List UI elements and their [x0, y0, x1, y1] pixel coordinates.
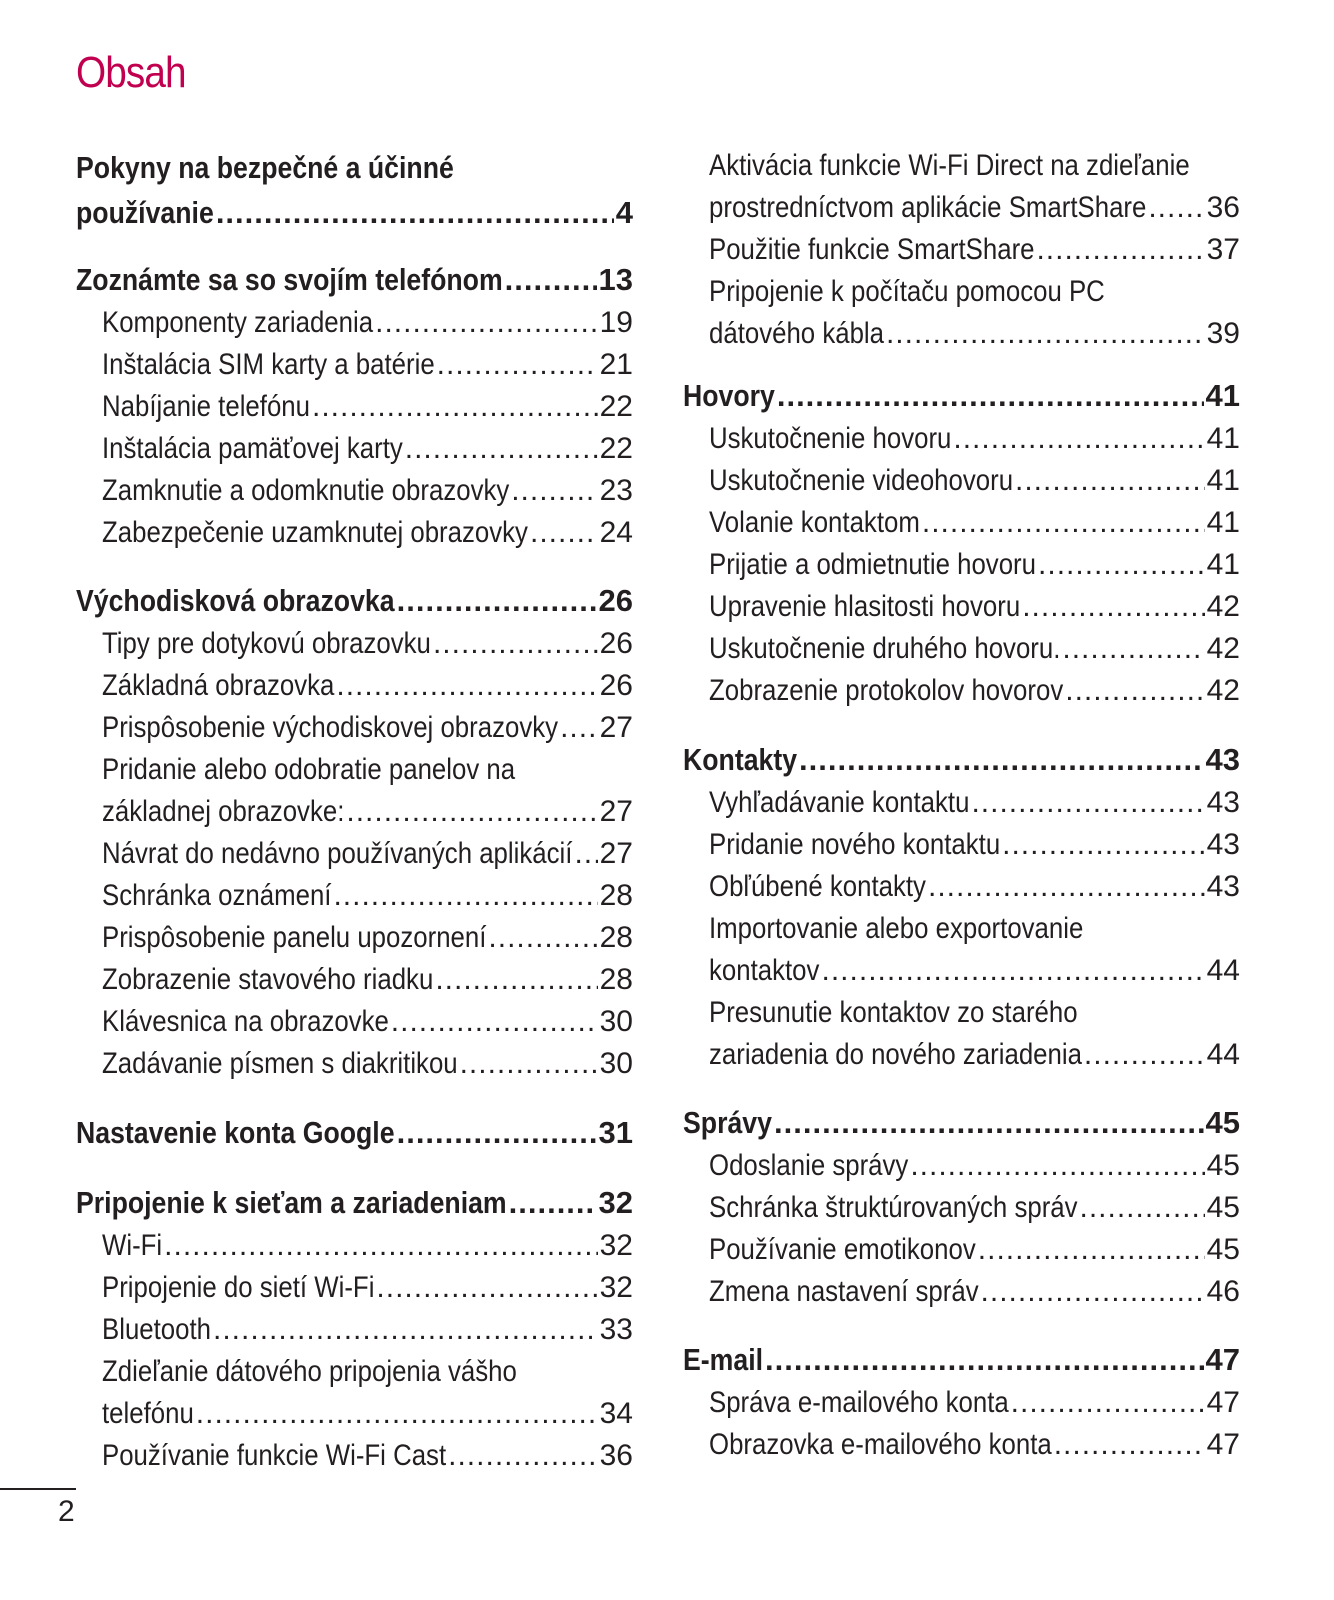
toc-entry[interactable]: [76, 623, 633, 665]
toc-section: [683, 737, 1240, 1076]
toc-entry[interactable]: [76, 749, 633, 833]
toc-page-number: 41: [1206, 422, 1240, 455]
dot-leader: [822, 950, 1205, 992]
toc-page-number: 28: [599, 879, 633, 912]
dot-leader: [397, 1110, 597, 1152]
toc-section: [76, 145, 633, 230]
toc-page-number: 23: [599, 474, 633, 507]
toc-entry-text: Prispôsobenie panelu upozornení: [102, 921, 487, 954]
toc-entry-row: [102, 1043, 633, 1085]
toc-entry-text: Uskutočnenie druhého hovoru.: [709, 632, 1061, 665]
toc-entry-text: Pridanie alebo odobratie panelov na: [102, 753, 516, 786]
toc-entry[interactable]: [683, 1187, 1240, 1229]
toc-entry[interactable]: [76, 707, 633, 749]
dot-leader: [405, 428, 598, 470]
dot-leader: [1065, 670, 1204, 712]
toc-page-number: 28: [599, 963, 633, 996]
toc-entry[interactable]: [76, 1267, 633, 1309]
section-page-number: 32: [598, 1185, 633, 1220]
footer-rule: [0, 1488, 76, 1490]
toc-entry-text: Zobrazenie stavového riadku: [102, 963, 434, 996]
toc-entry-row: [709, 950, 1240, 992]
dot-leader: [560, 707, 598, 749]
toc-entry-text: Zadávanie písmen s diakritikou: [102, 1047, 458, 1080]
section-heading[interactable]: [76, 1180, 633, 1225]
dot-leader: [488, 917, 597, 959]
toc-entry-row: [102, 875, 633, 917]
toc-page-number: 22: [599, 432, 633, 465]
toc-page-number: 43: [1206, 828, 1240, 861]
toc-entry-row: [709, 824, 1240, 866]
toc-page-number: 33: [599, 1313, 633, 1346]
toc-entry-row: [102, 1393, 633, 1435]
toc-entry-text: Použitie funkcie SmartShare: [709, 233, 1035, 266]
toc-section: [76, 578, 633, 1085]
toc-entry-row: [102, 1435, 633, 1477]
toc-entry[interactable]: [683, 628, 1240, 670]
dot-leader: [505, 257, 597, 299]
dot-leader: [574, 833, 597, 875]
dot-leader: [164, 1225, 597, 1267]
section-heading[interactable]: [683, 373, 1240, 418]
toc-entry-row: [102, 917, 633, 959]
section-heading-text: Pripojenie k sieťam a zariadeniam: [76, 1185, 507, 1220]
section-heading-row: [76, 1180, 633, 1222]
toc-entry-text: Základná obrazovka: [102, 669, 335, 702]
toc-entry-row: [102, 623, 633, 665]
toc-entry-text: Zabezpečenie uzamknutej obrazovky: [102, 516, 528, 549]
dot-leader: [530, 512, 598, 554]
toc-entry-row: [102, 1001, 633, 1043]
toc-entry-row: [709, 1382, 1240, 1424]
toc-section: [683, 145, 1240, 355]
dot-leader: [910, 1145, 1204, 1187]
toc-entry[interactable]: [76, 512, 633, 554]
toc-entry[interactable]: [76, 1001, 633, 1043]
toc-page-number: 24: [599, 516, 633, 549]
toc-entry[interactable]: [683, 670, 1240, 712]
dot-leader: [1015, 460, 1205, 502]
section-heading-row: [683, 1100, 1240, 1142]
toc-entry-row: [709, 1424, 1240, 1466]
toc-entry-text: Pripojenie k počítaču pomocou PC: [709, 275, 1105, 308]
toc-page-number: 43: [1206, 870, 1240, 903]
toc-page-number: 45: [1206, 1149, 1240, 1182]
section-heading-text: Správy: [683, 1105, 772, 1140]
section-heading[interactable]: [76, 145, 633, 230]
toc-page-number: 45: [1206, 1191, 1240, 1224]
toc-page-number: 34: [599, 1397, 633, 1430]
toc-entry[interactable]: [76, 302, 633, 344]
section-heading-row: [76, 578, 633, 620]
toc-page-number: 41: [1206, 464, 1240, 497]
toc-entry-text: Inštalácia pamäťovej karty: [102, 432, 403, 465]
dot-leader: [886, 313, 1205, 355]
section-heading-row: [76, 190, 633, 232]
toc-page-number: 32: [599, 1229, 633, 1262]
section-heading[interactable]: [76, 257, 633, 302]
toc-entry-row: [102, 959, 633, 1001]
toc-entry-row: [102, 833, 633, 875]
dot-leader: [511, 470, 597, 512]
section-heading-row: [76, 257, 633, 299]
section-heading[interactable]: [683, 1337, 1240, 1382]
dot-leader: [978, 1229, 1205, 1271]
toc-page-number: 19: [599, 306, 633, 339]
dot-leader: [336, 665, 597, 707]
toc-entry-row: [709, 187, 1240, 229]
dot-leader: [375, 302, 598, 344]
dot-leader: [981, 1271, 1205, 1313]
toc-entry[interactable]: [683, 1382, 1240, 1424]
toc-entry-row: [709, 229, 1240, 271]
toc-entry[interactable]: [683, 782, 1240, 824]
toc-entry-row: [709, 1271, 1240, 1313]
toc-page-number: 43: [1206, 786, 1240, 819]
toc-entry[interactable]: [76, 386, 633, 428]
toc-page-number: 26: [599, 669, 633, 702]
dot-leader: [1084, 1034, 1205, 1076]
dot-leader: [765, 1337, 1204, 1379]
toc-entry[interactable]: [683, 908, 1240, 992]
section-heading-row: [76, 1110, 633, 1152]
toc-page-number: 27: [599, 837, 633, 870]
toc-entry-text: základnej obrazovke:: [102, 795, 345, 828]
toc-entry-row: [102, 428, 633, 470]
dot-leader: [777, 373, 1204, 415]
section-heading-text: Pokyny na bezpečné a účinné: [76, 150, 454, 185]
page-title: Obsah: [76, 48, 186, 97]
toc-entry-row: [709, 628, 1240, 670]
toc-entry-text: Pridanie nového kontaktu: [709, 828, 1001, 861]
section-heading-text: Hovory: [683, 378, 775, 413]
toc-entry-text: Nabíjanie telefónu: [102, 390, 310, 423]
toc-entry-row: [709, 670, 1240, 712]
toc-page-number: 21: [599, 348, 633, 381]
toc-page-number: 26: [599, 627, 633, 660]
toc-entry[interactable]: [76, 1043, 633, 1085]
section-heading-text: Zoznámte sa so svojím telefónom: [76, 262, 503, 297]
toc-page-number: 30: [599, 1047, 633, 1080]
dot-leader: [433, 623, 598, 665]
toc-page-number: 36: [599, 1439, 633, 1472]
toc-entry-row: [709, 1229, 1240, 1271]
toc-entry-text: Bluetooth: [102, 1313, 212, 1346]
toc-entry[interactable]: [683, 271, 1240, 355]
toc-entry[interactable]: [683, 1145, 1240, 1187]
dot-leader: [346, 791, 597, 833]
toc-entry[interactable]: [683, 1229, 1240, 1271]
toc-entry-row: [709, 1034, 1240, 1076]
dot-leader: [1011, 1382, 1205, 1424]
toc-page-number: 44: [1206, 1038, 1240, 1071]
toc-entry[interactable]: [683, 145, 1240, 229]
toc-section: [683, 1100, 1240, 1313]
toc-entry-text: Zobrazenie protokolov hovorov: [709, 674, 1064, 707]
section-heading-text: používanie: [76, 195, 214, 230]
toc-page-number: 44: [1206, 954, 1240, 987]
toc-entry-text: Odoslanie správy: [709, 1149, 909, 1182]
dot-leader: [196, 1393, 598, 1435]
section-heading[interactable]: [76, 578, 633, 623]
toc-entry-text: Presunutie kontaktov zo starého: [709, 996, 1078, 1029]
toc-entry[interactable]: [76, 1225, 633, 1267]
toc-entry-text: Aktivácia funkcie Wi-Fi Direct na zdieľanie: [709, 149, 1190, 182]
dot-leader: [333, 875, 597, 917]
toc-entry-text: Návrat do nedávno používaných aplikácií: [102, 837, 573, 870]
toc-page-number: 32: [599, 1271, 633, 1304]
toc-page-number: 42: [1206, 632, 1240, 665]
section-page-number: 43: [1205, 742, 1240, 777]
toc-entry-text: Zamknutie a odomknutie obrazovky: [102, 474, 510, 507]
toc-entry-row: [102, 791, 633, 833]
toc-entry-text: Schránka štruktúrovaných správ: [709, 1191, 1078, 1224]
toc-page-number: 37: [1206, 233, 1240, 266]
toc-entry-text: Importovanie alebo exportovanie: [709, 912, 1084, 945]
toc-entry[interactable]: [76, 1435, 633, 1477]
dot-leader: [928, 866, 1205, 908]
toc-entry[interactable]: [76, 344, 633, 386]
toc-section: [683, 1337, 1240, 1466]
dot-leader: [953, 418, 1204, 460]
section-heading-text: Východisková obrazovka: [76, 583, 395, 618]
section-page-number: 13: [598, 262, 633, 297]
toc-section: [76, 257, 633, 554]
toc-section: [76, 1110, 633, 1155]
toc-section: [683, 373, 1240, 712]
toc-entry-text: Klávesnica na obrazovke: [102, 1005, 389, 1038]
toc-entry-row: [102, 707, 633, 749]
toc-entry-row: [102, 302, 633, 344]
dot-leader: [397, 578, 597, 620]
dot-leader: [448, 1435, 597, 1477]
toc-page-number: 39: [1206, 317, 1240, 350]
toc-page-number: 45: [1206, 1233, 1240, 1266]
toc-page-number: 36: [1206, 191, 1240, 224]
dot-leader: [437, 344, 598, 386]
toc-entry-text: Uskutočnenie hovoru: [709, 422, 952, 455]
toc-entry[interactable]: [76, 959, 633, 1001]
toc-entry[interactable]: [76, 470, 633, 512]
toc-section: [76, 1180, 633, 1477]
toc-page-number: 30: [599, 1005, 633, 1038]
toc-entry-text: dátového kábla: [709, 317, 885, 350]
toc-entry-row: [102, 665, 633, 707]
toc-page-number: 47: [1206, 1428, 1240, 1461]
toc-entry-text: kontaktov: [709, 954, 820, 987]
dot-leader: [509, 1180, 597, 1222]
toc-entry-text: telefónu: [102, 1397, 194, 1430]
toc-entry-text: Schránka oznámení: [102, 879, 332, 912]
section-heading-row: [683, 1337, 1240, 1379]
toc-page-number: 27: [599, 711, 633, 744]
toc-entry[interactable]: [683, 418, 1240, 460]
toc-entry[interactable]: [76, 917, 633, 959]
toc-entry-text: Prispôsobenie východiskovej obrazovky: [102, 711, 559, 744]
toc-entry[interactable]: [683, 544, 1240, 586]
dot-leader: [1038, 544, 1205, 586]
section-page-number: 26: [598, 583, 633, 618]
toc-entry-text: Obľúbené kontakty: [709, 870, 926, 903]
toc-entry-row: [709, 418, 1240, 460]
section-page-number: 45: [1205, 1105, 1240, 1140]
toc-entry-text: Upravenie hlasitosti hovoru: [709, 590, 1021, 623]
toc-entry-text: zariadenia do nového zariadenia: [709, 1038, 1082, 1071]
toc-entry[interactable]: [683, 866, 1240, 908]
toc-entry-text: Prijatie a odmietnutie hovoru: [709, 548, 1036, 581]
dot-leader: [774, 1100, 1204, 1142]
dot-leader: [922, 502, 1205, 544]
toc-entry-text: Uskutočnenie videohovoru: [709, 464, 1014, 497]
dot-leader: [1002, 824, 1205, 866]
toc-entry[interactable]: [76, 833, 633, 875]
section-heading-text: Nastavenie konta Google: [76, 1115, 395, 1150]
dot-leader: [1062, 628, 1204, 670]
toc-entry-text: Zdieľanie dátového pripojenia vášho: [102, 1355, 517, 1388]
toc-entry-text: Pripojenie do sietí Wi-Fi: [102, 1271, 375, 1304]
dot-leader: [391, 1001, 598, 1043]
dot-leader: [1054, 1424, 1205, 1466]
toc-entry-row: [709, 782, 1240, 824]
dot-leader: [376, 1267, 597, 1309]
toc-entry-text: Používanie funkcie Wi-Fi Cast: [102, 1439, 447, 1472]
toc-page-number: 46: [1206, 1275, 1240, 1308]
toc-entry-row: [709, 586, 1240, 628]
dot-leader: [216, 190, 614, 232]
toc-entry[interactable]: [683, 586, 1240, 628]
toc-entry-text: Používanie emotikonov: [709, 1233, 976, 1266]
toc-entry-row: [709, 460, 1240, 502]
toc-entry-text: Obrazovka e-mailového konta: [709, 1428, 1052, 1461]
section-page-number: 31: [598, 1115, 633, 1150]
toc-entry-row: [709, 866, 1240, 908]
toc-entry-text: Komponenty zariadenia: [102, 306, 374, 339]
toc-entry-text: Inštalácia SIM karty a batérie: [102, 348, 435, 381]
toc-page-number: 47: [1206, 1386, 1240, 1419]
toc-page-number: 22: [599, 390, 633, 423]
toc-page-number: 27: [599, 795, 633, 828]
toc-entry[interactable]: [76, 1351, 633, 1435]
section-heading[interactable]: [76, 1110, 633, 1155]
section-page-number: 41: [1205, 378, 1240, 413]
toc-entry[interactable]: [76, 1309, 633, 1351]
toc-entry[interactable]: [76, 428, 633, 470]
toc-entry[interactable]: [76, 875, 633, 917]
toc-entry-row: [709, 1187, 1240, 1229]
section-heading-text: E-mail: [683, 1342, 764, 1377]
toc-entry-text: Správa e-mailového konta: [709, 1386, 1009, 1419]
dot-leader: [799, 737, 1203, 779]
toc-page-number: 42: [1206, 674, 1240, 707]
section-page-number: 47: [1205, 1342, 1240, 1377]
dot-leader: [1036, 229, 1204, 271]
section-page-number: 4: [615, 195, 633, 230]
dot-leader: [1079, 1187, 1204, 1229]
toc-entry-row: [709, 1145, 1240, 1187]
dot-leader: [460, 1043, 598, 1085]
toc-entry-row: [102, 386, 633, 428]
toc-entry-row: [102, 1309, 633, 1351]
section-heading[interactable]: [683, 737, 1240, 782]
toc-entry[interactable]: [683, 1424, 1240, 1466]
page-number: 2: [58, 1495, 75, 1528]
toc-entry-row: [709, 544, 1240, 586]
dot-leader: [213, 1309, 598, 1351]
dot-leader: [1148, 187, 1204, 229]
section-heading-row: [683, 737, 1240, 779]
toc-page-number: 28: [599, 921, 633, 954]
toc-entry-row: [709, 502, 1240, 544]
dot-leader: [312, 386, 598, 428]
dot-leader: [435, 959, 597, 1001]
toc-entry-text: Tipy pre dotykovú obrazovku: [102, 627, 431, 660]
toc-entry-row: [102, 1225, 633, 1267]
toc-entry-row: [102, 344, 633, 386]
toc-entry[interactable]: [76, 665, 633, 707]
toc-page-number: 41: [1206, 548, 1240, 581]
toc-entry[interactable]: [683, 460, 1240, 502]
toc-entry-text: Volanie kontaktom: [709, 506, 920, 539]
toc-entry[interactable]: [683, 992, 1240, 1076]
toc-entry-text: Zmena nastavení správ: [709, 1275, 979, 1308]
toc-entry-row: [102, 512, 633, 554]
toc-entry-text: prostredníctvom aplikácie SmartShare: [709, 191, 1147, 224]
toc-page-number: 42: [1206, 590, 1240, 623]
dot-leader: [971, 782, 1204, 824]
toc-page-number: 41: [1206, 506, 1240, 539]
toc-entry-row: [102, 1267, 633, 1309]
toc-entry[interactable]: [683, 502, 1240, 544]
toc-entry-row: [709, 313, 1240, 355]
toc-entry[interactable]: [683, 1271, 1240, 1313]
section-heading[interactable]: [683, 1100, 1240, 1145]
dot-leader: [1022, 586, 1204, 628]
toc-entry-text: Wi-Fi: [102, 1229, 163, 1262]
section-heading-row: [683, 373, 1240, 415]
toc-entry-row: [102, 470, 633, 512]
toc-entry[interactable]: [683, 229, 1240, 271]
section-heading-text: Kontakty: [683, 742, 798, 777]
toc-entry[interactable]: [683, 824, 1240, 866]
toc-entry-text: Vyhľadávanie kontaktu: [709, 786, 970, 819]
